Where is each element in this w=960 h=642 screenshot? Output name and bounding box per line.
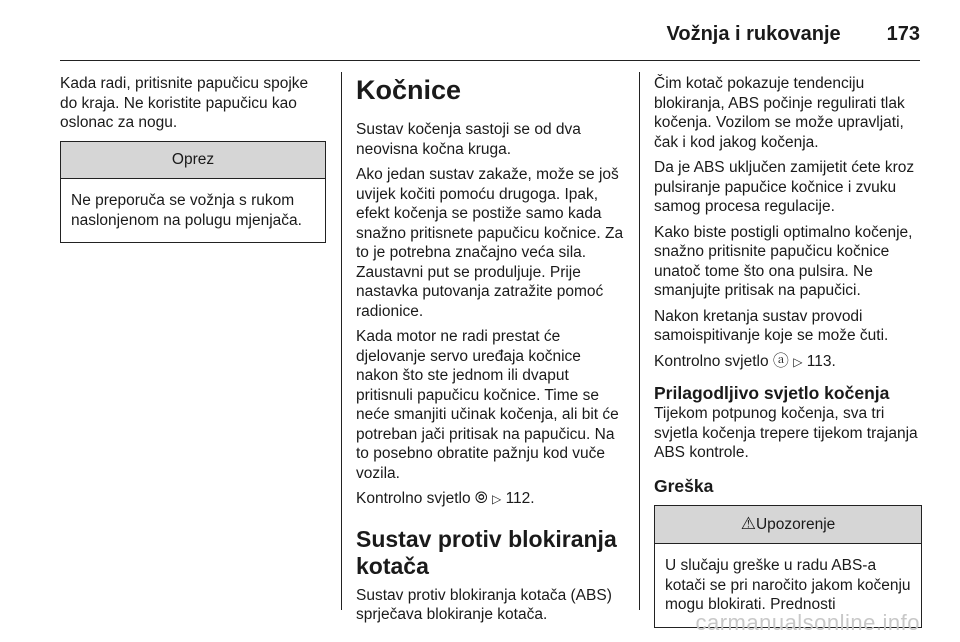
page-ref-arrow-icon: ▷: [492, 492, 502, 506]
brakes-paragraph-1: Sustav kočenja sastoji se od dva neovisna kočna kruga.: [356, 121, 581, 158]
column-middle: [356, 74, 626, 631]
warning-title: Upozorenje: [755, 515, 836, 533]
adaptive-brake-light-text: Tijekom potpunog kočenja, sva tri svjetla kočenja trepere tijekom trajanja ABS kontrole.: [654, 405, 918, 461]
section-heading-brakes: Kočnice: [356, 75, 462, 105]
column-right: [654, 74, 922, 628]
clutch-paragraph: Kada radi, pritisnite papučicu spojke do kraja. Ne koristite papučicu kao oslonac za nogu.: [60, 75, 309, 131]
column-left: [60, 74, 326, 243]
caution-box: [60, 141, 326, 244]
page-ref[interactable]: 113.: [806, 352, 836, 370]
header-rule: [60, 60, 920, 61]
page-ref-arrow-icon: ▷: [793, 354, 803, 369]
indicator-label: Kontrolno svjetlo: [654, 352, 769, 370]
warning-triangle-icon: ⚠: [740, 513, 756, 533]
abs-indicator-line: [654, 352, 922, 373]
warning-header: [655, 506, 921, 545]
subheading-adaptive-brake-light: Prilagodljivo svjetlo kočenja: [654, 383, 890, 403]
abs-warning-icon: ⓐ: [772, 352, 789, 370]
abs-intro: Sustav protiv blokiranja kotača (ABS) sprječava blokiranje kotača.: [356, 586, 612, 623]
subheading-fault: Greška: [654, 475, 714, 496]
abs-paragraph-1: Čim kotač pokazuje tendenciju blokiranja, ABS počinje regulirati tlak kočenja. Vozilom se može upravljati, čak i kod jakog kočenja.: [654, 75, 905, 151]
page-number: 173: [886, 22, 920, 45]
page-ref[interactable]: 112.: [505, 490, 535, 507]
brake-warning-icon: ⦾: [474, 490, 488, 507]
brakes-paragraph-3: Kada motor ne radi prestat će djelovanje servo uređaja kočnice nakon što ste jednom ili dvaput pritisnuli papučicu kočnice. Time se neće smanjiti učinak kočenja, ali bit će potreban jači pritisak na papučicu. Na to posebno obratite pažnju kod vuče vozila.: [356, 328, 619, 482]
column-divider-1: [341, 72, 342, 610]
section-heading-abs: Sustav protiv blokiranja kotača: [356, 525, 617, 579]
brakes-paragraph-2: Ako jedan sustav zakaže, može se još uvijek kočiti pomoću drugoga. Ipak, efekt kočenja se postiže samo kada snažno pritisnete papučicu kočnice. Za to je potrebna značajno veća sila. Zaustavni put se produljuje. Prije nastavka putovanja zatražite pomoć radionice.: [356, 166, 624, 320]
abs-paragraph-4: Nakon kretanja sustav provodi samoispitivanje koje se može čuti.: [654, 307, 889, 344]
column-divider-2: [639, 72, 640, 610]
watermark: carmanualsonline.info: [695, 610, 920, 635]
caution-title: Oprez: [61, 142, 325, 180]
page-header: [60, 14, 920, 54]
brake-indicator-line: [356, 489, 626, 510]
chapter-title: Vožnja i rukovanje: [666, 22, 841, 45]
abs-paragraph-3: Kako biste postigli optimalno kočenje, snažno pritisnite papučicu kočnice unatoč tome što ona pulsira. Ne smanjujte pritisak na papučici.: [654, 223, 913, 299]
abs-paragraph-2: Da je ABS uključen zamijetit ćete kroz pulsiranje papučice kočnice i zvuku samog procesa regulacije.: [654, 159, 915, 215]
indicator-label: Kontrolno svjetlo: [356, 490, 471, 507]
caution-text: Ne preporuča se vožnja s rukom naslonjenom na polugu mjenjača.: [71, 192, 302, 229]
warning-text: U slučaju greške u radu ABS-a kotači se pri naročito jakom kočenju mogu blokirati. Prednosti: [665, 557, 911, 613]
